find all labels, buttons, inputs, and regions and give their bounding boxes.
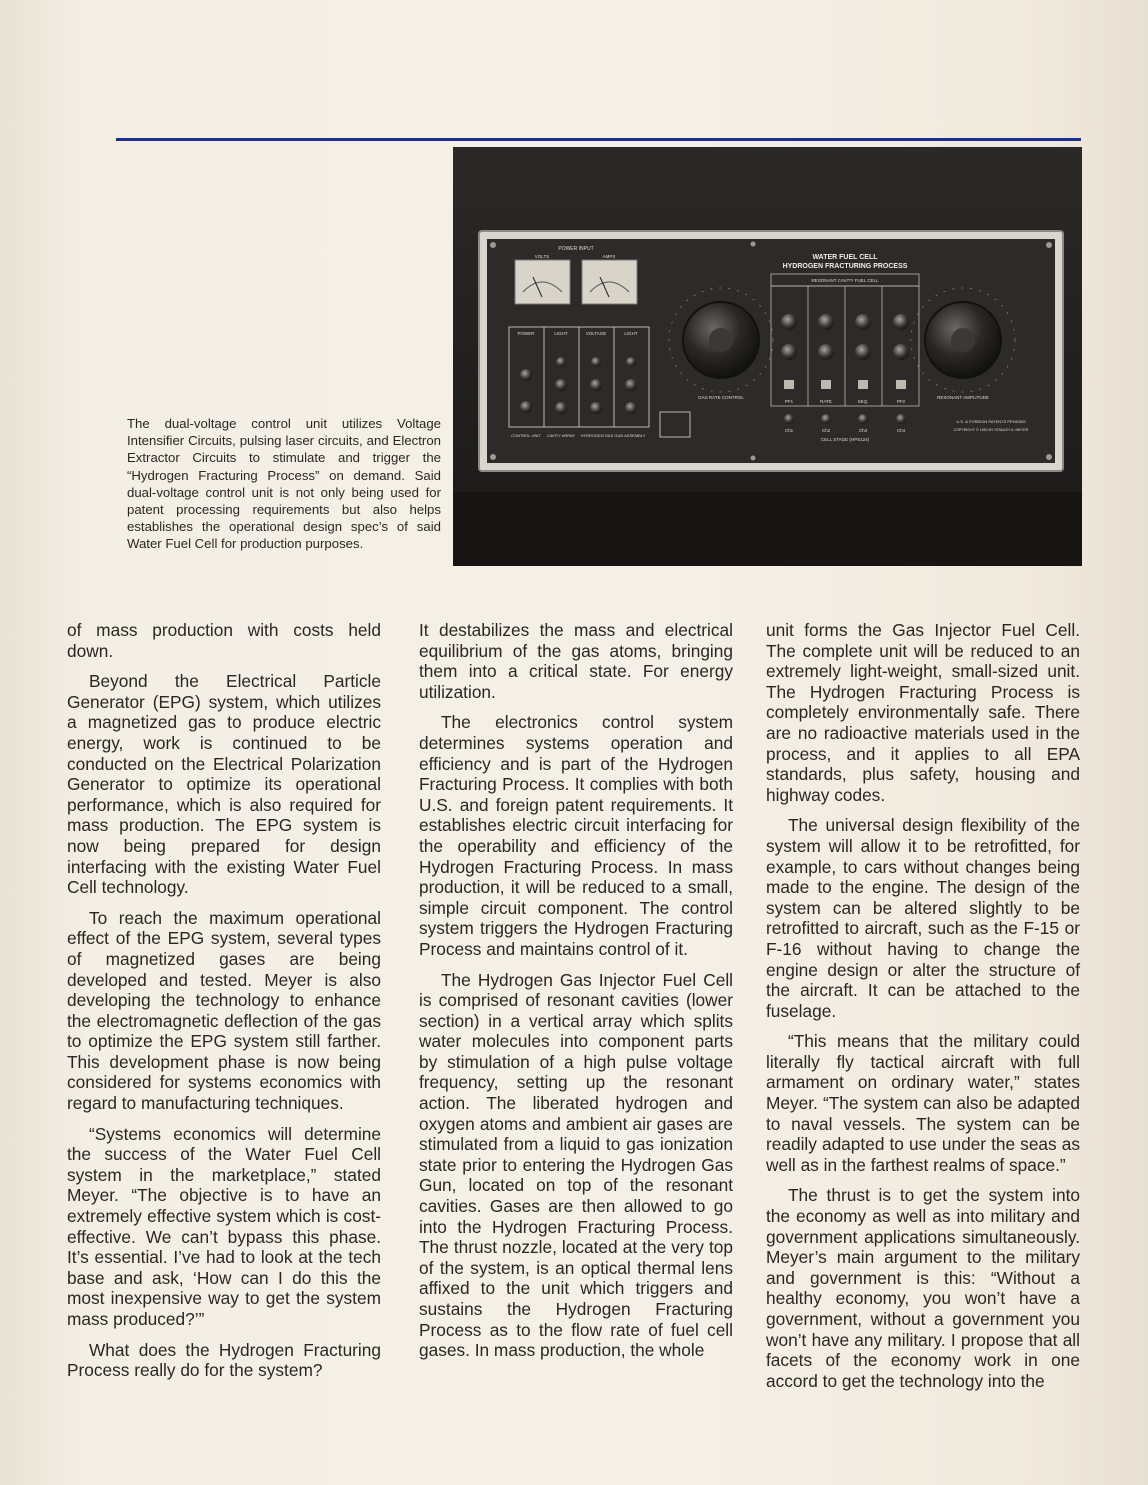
cell-label-4: Ch4: [896, 428, 906, 433]
cavity-array-label: CAVITY ARRAY: [546, 433, 576, 438]
paragraph: Beyond the Electrical Particle Generator (EPG) system, which utilizes a magnetized gas to produce electric energy, work is continued to be conducted on the Electrical Polarization Generator to optimize its operational performance, which is also required for mass production. The EPG system is now being prepared for design interfacing with the existing Water Fuel Cell technology.: [67, 671, 381, 898]
cell-label-3: Ch3: [858, 428, 868, 433]
control-unit-photo: [453, 147, 1082, 566]
photo-caption: The dual-voltage control unit utilizes Voltage Intensifier Circuits, pulsing laser circuits, and Electron Extractor Circuits to stimulate and trigger the “Hydrogen Fracturing Process” on demand. Said dual-voltage control unit is not only being used for patent processing requirements but also helps establishes the operational design spec’s of said Water Fuel Cell for production purposes.: [127, 416, 441, 552]
switch-label-4: PF2: [896, 399, 906, 404]
paragraph: unit forms the Gas Injector Fuel Cell. The complete unit will be reduced to an extremely light-weight, small-sized unit. The Hydrogen Fracturing Process is completely environmentally safe. There are no radioactive materials used in the process, and it applies to all EPA standards, plus safety, housing and highway codes.: [766, 620, 1080, 805]
cell-label-2: Ch2: [821, 428, 831, 433]
amps-label: AMPS: [602, 254, 616, 259]
cell-label-1: Ch1: [784, 428, 794, 433]
paragraph: What does the Hydrogen Fracturing Process really do for the system?: [67, 1339, 381, 1381]
header-rule: [116, 138, 1081, 141]
control-unit-label: CONTROL UNIT: [511, 433, 541, 438]
paragraph: The Hydrogen Gas Injector Fuel Cell is comprised of resonant cavities (lower section) in a vertical array which splits water molecules into component parts by stimulation of a high pulse voltage frequency, setting up the resonant action. The liberated hydrogen and oxygen atoms and ambient air gases are stimulated from a liquid to gas ionization state prior to entering the Hydrogen Gas Gun, located on top of the resonant cavities. Gases are then allowed to go into the Hydrogen Fracturing Process. The thrust nozzle, located at the very top of the system, is an optical thermal lens affixed to the unit which triggers and sustains the Hydrogen Fracturing Process as to the flow rate of fuel cell gases. In mass production, the whole: [419, 969, 733, 1361]
paragraph: To reach the maximum operational effect of the EPG system, several types of magnetized gases are being developed and tested. Meyer is also developing the technology to enhance the electromagnetic deflection of the gas to optimize the EPG system still farther. This development phase is now being considered for systems economics with regard to manufacturing techniques.: [67, 907, 381, 1114]
left-header-2: LIGHT: [554, 331, 568, 336]
switch-label-2: RATE: [820, 399, 832, 404]
paragraph: “This means that the military could literally fly tactical aircraft with full armament on ordinary water,” states Meyer. “The system can also be adapted to naval vessels. The system can be readily adapted to use under the seas as well as in the farthest realms of space.”: [766, 1031, 1080, 1175]
paragraph: It destabilizes the mass and electrical equilibrium of the gas atoms, bringing them into a critical state. For energy utilization.: [419, 620, 733, 702]
volts-label: VOLTS: [534, 254, 550, 259]
gas-gun-label: HYDROGEN GAS GUN ASSEMBLY: [580, 433, 646, 438]
resonant-amp-label: RESONANT AMPLITUDE: [937, 395, 989, 400]
panel-title-1: WATER FUEL CELL: [812, 254, 878, 261]
text-column-1: [67, 620, 381, 1391]
text-column-2: [419, 620, 733, 1371]
paragraph: The electronics control system determines systems operation and efficiency and is part of the Hydrogen Fracturing Process. It complies with both U.S. and foreign patent requirements. It establishes electric circuit interfacing for the operability and efficiency of the Hydrogen Fracturing Process. In mass production, it will be reduced to a small, simple circuit component. The control system triggers the Hydrogen Fracturing Process and maintains control of it.: [419, 712, 733, 959]
paragraph: The universal design flexibility of the system will allow it to be retrofitted, for example, to cars without changes being made to the engine. The design of the system can be altered slightly to be retrofitted to aircraft, such as the F-15 or F-16 without having to change the engine design or alter the structure of the aircraft. It can be attached to the fuselage.: [766, 815, 1080, 1021]
paragraph: of mass production with costs held down.: [67, 620, 381, 661]
gas-rate-label: GAS RATE CONTROL: [698, 395, 744, 400]
panel-title-2: HYDROGEN FRACTURING PROCESS: [782, 263, 908, 270]
power-input-label: POWER INPUT: [558, 246, 594, 252]
resonant-cavity-label: RESONANT CAVITY FUEL CELL: [811, 278, 879, 283]
left-header-4: LIGHT: [624, 331, 638, 336]
left-header-3: VOLTAGE: [585, 331, 607, 336]
patents-label: U.S. & FOREIGN PATENTS PENDING: [956, 419, 1026, 424]
left-header-1: POWER: [517, 331, 535, 336]
switch-label-3: SEQ.: [857, 399, 869, 404]
copyright-label: COPYRIGHT © 1983 BY STANLEY A. MEYER: [953, 428, 1029, 432]
paragraph: “Systems economics will determine the success of the Water Fuel Cell system in the marketplace,” stated Meyer. “The objective is to have an extremely effective system which is cost-effective. We can’t bypass this phase. It’s essential. I’ve had to look at the tech base and ask, ‘How can I do this the most inexpensive way to get the system mass produced?’”: [67, 1123, 381, 1329]
cell-stage-label: CELL STAGE (HPS124): [820, 437, 870, 442]
text-column-3: [766, 620, 1080, 1401]
paragraph: The thrust is to get the system into the economy as well as into military and government applications simultaneously. Meyer’s main argument to the military and government is this: “Without a healthy economy, you won’t have a government, without a government you won’t have any military. I propose that all facets of the economy work in one accord to get the technology into the: [766, 1185, 1080, 1391]
switch-label-1: PF1: [784, 399, 794, 404]
